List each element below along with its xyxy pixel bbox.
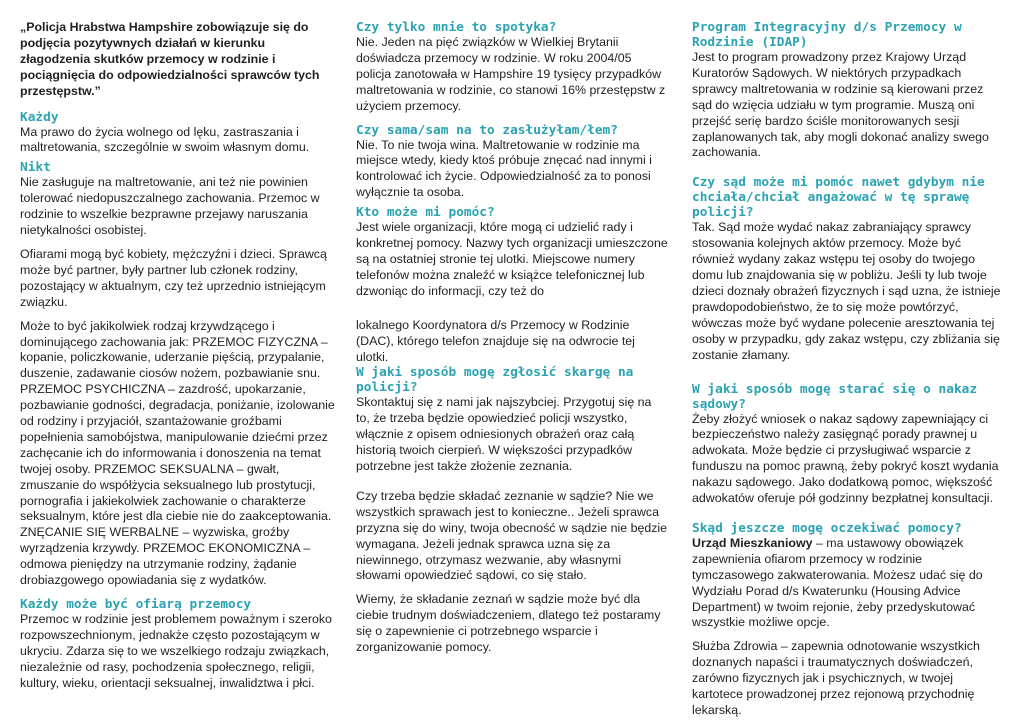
text-court-order: Żeby złożyć wniosek o nakaz sądowy zapewniający ci bezpieczeństwo należy zasięgnąć porady prawnej u adwokata. Może będzie ci przysługiwać wsparcie z funduszu na pomoc prawną, żeby pokryć koszt wydania nakazu sądowego. Jako dodatkową pomoc, większość adwokatów oferuje pół godzinny bezpłatnej konsultacji. xyxy=(692,411,999,506)
housing-office-label: Urząd Mieszkaniowy xyxy=(692,535,813,550)
text-report-police: Skontaktuj się z nami jak najszybciej. Przygotuj się na to, że trzeba będzie opowiedzieć policji wszystko, włącznie z opisem odniesionych obrażeń oraz całą historią twoich cierpień. W większości przypadków potrzebne jest także złożenie zeznania. xyxy=(356,395,652,474)
column-middle xyxy=(356,20,668,656)
text-court-help: Tak. Sąd może wydać nakaz zabraniający sprawcy stosowania kolejnych aktów przemocy. Może być również wydany zakaz wstępu tej osoby do twojego domu lub znajdowania się w pobliżu. Jeśli ty lub twoje dzieci doznały obrażeń fizycznych i sąd uzna, że istnieje prawdopodobieństwo, że to się może powtórzyć, wówczas może być wydane polecenie aresztowania tej osoby w przypadku, gdy zakaz wstępu, czy zbliżania się zostanie złamany. xyxy=(692,220,1001,362)
text-abuse-types: Może to być jakikolwiek rodzaj krzywdzącego i dominującego zachowania jak: PRZEMOC FIZYCZNA – kopanie, policzkowanie, uderzanie pięścią, przypalanie, duszenie, zadawanie ciosów nożem, pozbawianie snu. PRZEMOC PSYCHICZNA – zazdrość, upokarzanie, pozbawianie godności, degradacja, poniżanie, izolowanie od rodziny i przyjaciół, szantażowanie groźbami popełnienia samobójstwa, manipulowanie dziećmi przez zachęcanie ich do informowania i donoszenia na temat twojej osoby. PRZEMOC SEKSUALNA – gwałt, zmuszanie do współżycia seksualnego lub prostytucji, pornografia i jakiekolwiek zachowanie o charakterze seksualnym, które jest dla ciebie nie do zaakceptowania. ZNĘCANIE SIĘ WERBALNE – wyzwiska, groźby wyrządzenia krzywdy. PRZEMOC EKONOMICZNA – odmowa pieniędzy na utrzymanie rodziny, żądanie drobiazgowego opowiadania się z wydatków. xyxy=(20,318,335,588)
heading-report-police: W jaki sposób mogę zgłosić skargę na policji? xyxy=(356,365,634,396)
text-housing-office xyxy=(692,536,1004,631)
text-support-offered: Wiemy, że składanie zeznań w sądzie może być dla ciebie trudnym doświadczeniem, dlatego też postaramy się o zapewnienie ci potrzebnego wsparcie i zorganizowanie pomocy. xyxy=(356,592,661,655)
heading-court-order: W jaki sposób mogę starać się o nakaz sądowy? xyxy=(692,381,978,412)
column-right xyxy=(692,20,1004,719)
text-who-helps: Jest wiele organizacji, które mogą ci udzielić rady i konkretnej pomocy. Nazwy tych organizacji umieszczone są na ostatniej stronie tej ulotki. Miejscowe numery telefonów można znaleźć w książce telefonicznej lub dzwoniąc do informacji, czy też do xyxy=(356,220,668,298)
heading-nobody: Nikt xyxy=(20,160,51,176)
heading-who-helps: Kto może mi pomóc? xyxy=(356,205,495,221)
text-only-me: Nie. Jeden na pięć związków w Wielkiej Brytanii doświadcza przemocy w rodzinie. W roku 2004/05 policja zanotowała w Hampshire 19 tysięcy przypadków maltretowania w rodzinie, co stanowi 16% przestępstw z użyciem przemocy. xyxy=(356,35,666,113)
heading-only-me: Czy tylko mnie to spotyka? xyxy=(356,20,557,35)
text-everyone: Ma prawo do życia wolnego od lęku, zastraszania i maltretowania, szczególnie w swoim własnym domu. xyxy=(20,124,310,155)
text-deserved: Nie. To nie twoja wina. Maltretowanie w rodzinie ma miejsce wtedy, kiedy ktoś próbuje znęcać nad innymi i kontrolować ich życie. Odpowiedzialność za to ponosi wyłącznie ta osoba. xyxy=(356,137,652,200)
text-nobody: Nie zasługuje na maltretowanie, ani też nie powinien tolerować niedopuszczalnego zachowania. Przemoc w rodzinie to wszelkie bezprawne przejawy naruszania nietykalności osobistej. xyxy=(20,175,320,238)
heading-other-help: Skąd jeszcze mogę oczekiwać pomocy? xyxy=(692,520,962,536)
text-local-coordinator: lokalnego Koordynatora d/s Przemocy w Rodzinie (DAC), którego telefon znajduje się na odwrocie tej ulotki. xyxy=(356,317,635,364)
text-idap: Jest to program prowadzony przez Krajowy Urząd Kuratorów Sądowych. W niektórych przypadkach sprawcy maltretowania w rodzinie są kierowani przez sąd do wzięcia udziału w tym programie. Muszą oni przejść serię bardzo ściśle monitorowanych sesji zaplanowanych tak, aby mogli dokonać analizy swego zachowania. xyxy=(692,50,989,160)
text-anyone-victim: Przemoc w rodzinie jest problemem poważnym i szeroko rozpowszechnionym, jednakże często pozostającym w ukryciu. Zdarza się to we wszelkiego rodzaju związkach, niezależnie od rasy, pochodzenia społecznego, religii, kultury, wieku, orientacji seksualnej, inwalidztwa i płci. xyxy=(20,612,332,690)
police-commitment-quote: „Policja Hrabstwa Hampshire zobowiązuje się do podjęcia pozytywnych działań w kierunku złagodzenia skutków przemocy w rodzinie i pociągnięcia do odpowiedzialności sprawców tych przestępstw.” xyxy=(20,20,320,98)
heading-everyone: Każdy xyxy=(20,109,59,125)
text-court-testimony: Czy trzeba będzie składać zeznanie w sądzie? Nie we wszystkich sprawach jest to konieczne.. Jeżeli sprawca przyzna się do winy, twoja obecność w sądzie nie będzie wymagana. Jeżeli jednak sprawca uzna się za niewinnego, otrzymasz wezwanie, aby własnymi słowami opowiedzieć sądowi, co się stało. xyxy=(356,488,668,583)
column-left xyxy=(20,20,338,692)
heading-court-help: Czy sąd może mi pomóc nawet gdybym nie chciała/chciał angażować w tę sprawę policji? xyxy=(692,175,985,221)
heading-idap: Program Integracyjny d/s Przemocy w Rodzinie (IDAP) xyxy=(692,20,962,50)
text-health-service: Służba Zdrowia – zapewnia odnotowanie wszystkich doznanych napaści i traumatycznych doświadczeń, zarówno fizycznych jak i psychicznych, w twojej kartotece prowadzonej przez rejonową przychodnię lekarską. xyxy=(692,639,980,717)
heading-anyone-victim: Każdy może być ofiarą przemocy xyxy=(20,597,252,612)
housing-office-text: – ma ustawowy obowiązek zapewnienia ofiarom przemocy w rodzinie tymczasowego zakwaterowania. Możesz udać się do Wydziału Porad d/s Kwaterunku (Housing Advice Department) w twoim rejonie, żeby przedyskutować wszystkie możliwe opcje. xyxy=(692,535,983,630)
heading-deserved: Czy sama/sam na to zasłużyłam/łem? xyxy=(356,122,618,138)
text-victims: Ofiarami mogą być kobiety, mężczyźni i dzieci. Sprawcą może być partner, były partner lub członek rodziny, pozostający w aktualnym, czy też uprzednio istniejącym związku. xyxy=(20,246,327,309)
